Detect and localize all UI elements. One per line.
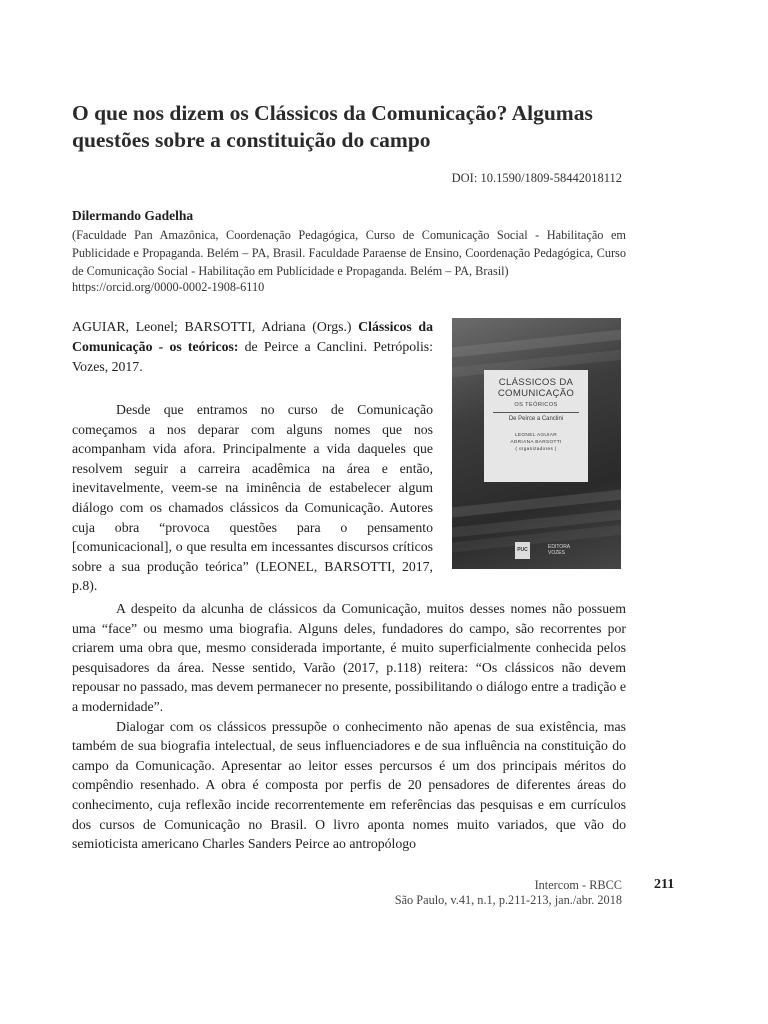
paragraph-2: A despeito da alcunha de clássicos da Comunicação, muitos desses nomes não possuem uma “face” ou mesmo uma biografia. Alguns deles, fundadores do campo, são recorrentes por criarem uma obra que, mesmo considerada importante, é muito superficialmente conhecida pelos pesquisadores da área. Nesse sentido, Varão (2017, p.118) reitera: “Os clássicos não devem repousar no passado, mas devem permanecer no presente, possibilitando o diálogo entre a tradição e a modernidade”. <box>72 601 626 714</box>
cover-divider <box>493 412 579 413</box>
book-cover-image <box>452 318 621 569</box>
cover-subtitle: OS TEÓRICOS <box>514 402 558 408</box>
body-column-top <box>72 400 433 596</box>
journal-citation: São Paulo, v.41, n.1, p.211-213, jan./abr. 2018 <box>394 893 622 907</box>
journal-name: Intercom - RBCC <box>534 878 622 892</box>
cover-title-box <box>484 370 588 482</box>
paragraph-3: Dialogar com os clássicos pressupõe o conhecimento não apenas de sua existência, mas também de sua biografia intelectual, de seus influenciadores e de sua influência na constituição do campo da Comunicação. Apresentar ao leitor esses percursos é um dos principais méritos do compêndio resenhado. A obra é composta por perfis de 20 pensadores de diferentes áreas do conhecimento, cuja reflexão incide recorrentemente em referências das pesquisas e em currículos dos cursos de Comunicação no Brasil. O livro aponta nomes muito variados, que vão do semioticista americano Charles Sanders Peirce ao antropólogo <box>72 718 626 852</box>
body-column-full <box>72 599 626 854</box>
reference-authors: AGUIAR, Leonel; BARSOTTI, Adriana (Orgs.) <box>72 319 359 334</box>
cover-subtitle-2: De Peirce a Canclini <box>508 416 564 422</box>
page-number: 211 <box>654 877 675 892</box>
author-name: Dilermando Gadelha <box>72 208 194 223</box>
vozes-logo: EDITORA VOZES <box>548 544 571 556</box>
orcid-link[interactable]: https://orcid.org/0000-0002-1908-6110 <box>72 280 265 294</box>
cover-title: CLÁSSICOS DA COMUNICAÇÃO <box>497 377 575 399</box>
author-affiliation: (Faculdade Pan Amazônica, Coordenação Pedagógica, Curso de Comunicação Social - Habilitação em Publicidade e Propaganda. Belém – PA, Brasil. Faculdade Paraense de Ensino, Coordenação Pedagógica, Curso de Comunicação Social - Habilitação em Publicidade e Propaganda. Belém – PA, Brasil) <box>72 228 626 278</box>
paragraph-1: Desde que entramos no curso de Comunicação começamos a nos deparar com alguns nomes que nos acompanham vida afora. Principalmente a vida daqueles que resolvem seguir a carreira acadêmica na área e então, inevitavelmente, veem-se na iminência de estabelecer algum diálogo com os chamados clássicos da Comunicação. Autores cuja obra “provoca questões para o pensamento [comunicacional], o que resulta em incessantes discursos críticos sobre a sua produção teórica” (LEONEL, BARSOTTI, 2017, p.8). <box>72 402 433 594</box>
article-title: O que nos dizem os Clássicos da Comunicação? Algumas questões sobre a constituição do campo <box>72 101 593 152</box>
doi: DOI: 10.1590/1809-58442018112 <box>451 171 622 185</box>
reference-book-title: Clássicos da Comunicação - os teóricos: <box>72 319 433 354</box>
cover-authors: LEONEL AGUIAR ADRIANA BARSOTTI ( organizadores ) <box>510 433 562 452</box>
puc-logo: PUC <box>515 542 530 559</box>
reference-details: de Peirce a Canclini. Petrópolis: Vozes, 2017. <box>72 338 433 374</box>
book-reference <box>72 317 433 376</box>
